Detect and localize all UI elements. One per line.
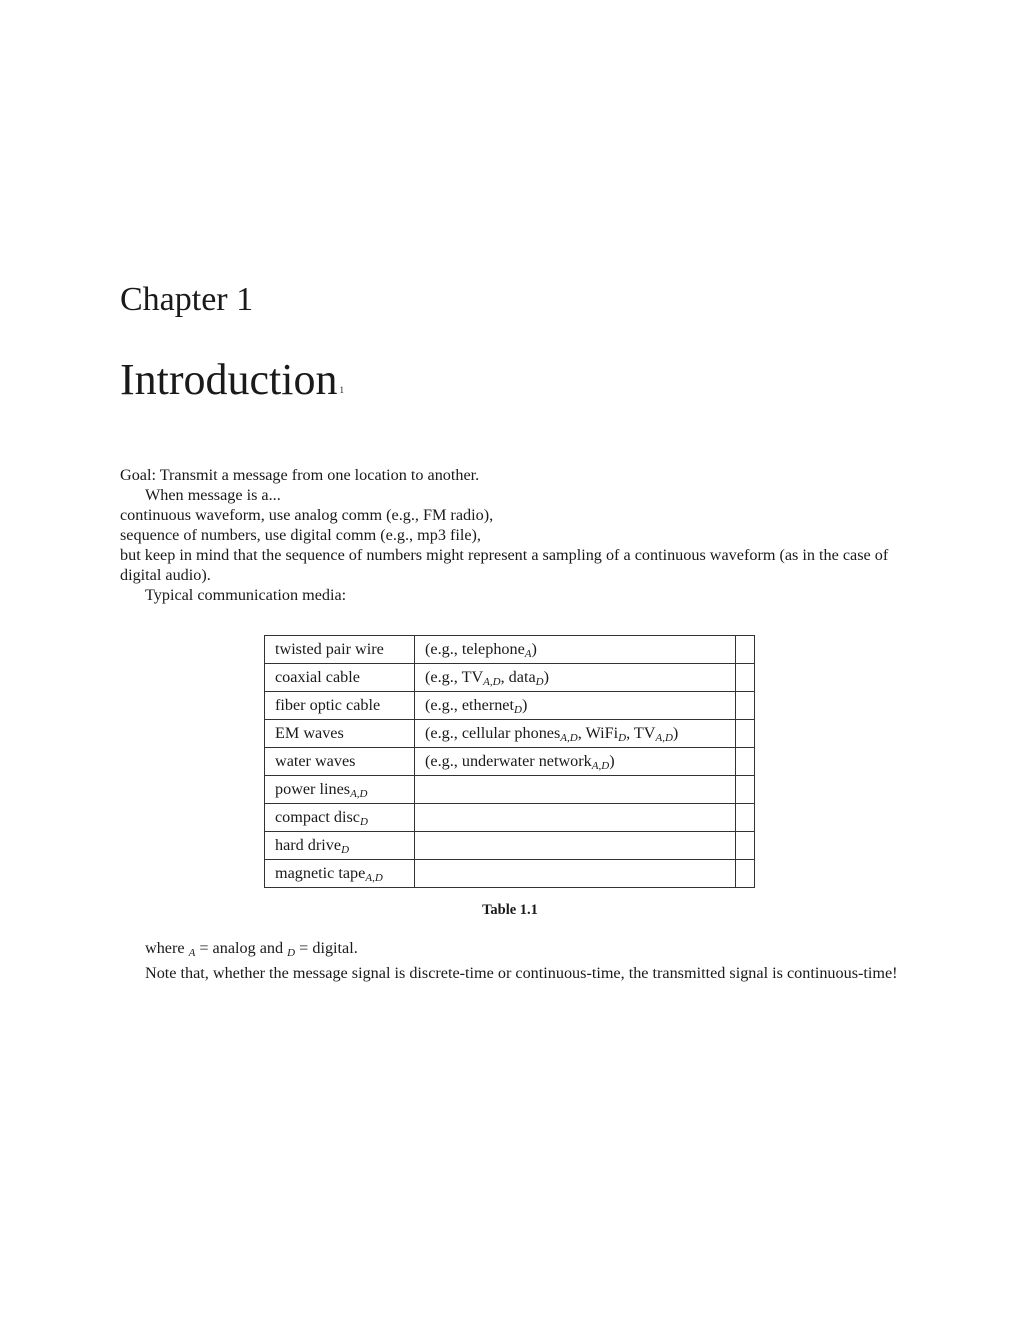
where-text: = digital. xyxy=(295,939,358,957)
table-row xyxy=(265,776,755,804)
goal-line: Goal: Transmit a message from one location to another. xyxy=(120,466,480,484)
medium-text: EM waves xyxy=(275,724,344,742)
chapter-label: Chapter 1 xyxy=(120,281,254,318)
table-caption: Table 1.1 xyxy=(482,902,538,918)
table-row xyxy=(265,636,755,664)
medium-cell xyxy=(265,636,415,664)
table-row xyxy=(265,804,755,832)
media-table-body xyxy=(265,636,755,888)
empty-cell xyxy=(736,776,755,804)
example-cell xyxy=(415,636,736,664)
medium-cell xyxy=(265,748,415,776)
table-row xyxy=(265,748,755,776)
medium-text: fiber optic cable xyxy=(275,696,381,714)
where-subscript: A xyxy=(188,947,196,959)
empty-cell xyxy=(736,636,755,664)
medium-text: twisted pair wire xyxy=(275,640,384,658)
medium-cell xyxy=(265,664,415,692)
example-cell xyxy=(415,664,736,692)
empty-cell xyxy=(736,832,755,860)
medium-cell xyxy=(265,720,415,748)
chapter-title-text: Introduction xyxy=(120,355,338,404)
medium-cell xyxy=(265,860,415,888)
example-text: , WiFi xyxy=(577,723,619,742)
sequence-line: sequence of numbers, use digital comm (e.g., mp3 file), xyxy=(120,526,481,544)
example-text: , TV xyxy=(626,723,656,742)
example-text: ) xyxy=(521,695,528,714)
example-cell xyxy=(415,832,736,860)
table-row xyxy=(265,692,755,720)
empty-cell xyxy=(736,664,755,692)
example-text: (e.g., underwater network xyxy=(425,751,592,770)
medium-text: coaxial cable xyxy=(275,668,360,686)
outro-section xyxy=(120,938,900,983)
example-subscript: A,D xyxy=(655,731,673,744)
example-cell xyxy=(415,776,736,804)
table-row xyxy=(265,720,755,748)
empty-cell xyxy=(736,748,755,776)
chapter-title xyxy=(120,352,344,408)
medium-text: water waves xyxy=(275,752,356,770)
empty-cell xyxy=(736,860,755,888)
table-row xyxy=(265,860,755,888)
example-cell xyxy=(415,804,736,832)
example-subscript: A,D xyxy=(560,731,578,744)
example-text: ) xyxy=(672,723,679,742)
intro-section xyxy=(120,465,900,605)
medium-subscript: A,D xyxy=(365,871,383,884)
where-line xyxy=(120,938,900,963)
example-text: (e.g., cellular phones xyxy=(425,723,561,742)
medium-text: hard drive xyxy=(275,835,342,854)
example-text: ) xyxy=(543,667,549,686)
continuous-line: continuous waveform, use analog comm (e.g., FM radio), xyxy=(120,506,494,524)
when-line: When message is a... xyxy=(145,486,281,504)
example-subscript: A,D xyxy=(591,759,610,772)
example-text: (e.g., telephone xyxy=(425,639,525,658)
example-subscript: D xyxy=(618,731,627,744)
typical-media-line: Typical communication media: xyxy=(145,586,347,604)
footnote-marker[interactable]: 1 xyxy=(339,385,345,395)
media-table xyxy=(264,635,755,888)
medium-cell xyxy=(265,776,415,804)
example-cell xyxy=(415,720,736,748)
table-row xyxy=(265,664,755,692)
medium-cell xyxy=(265,692,415,720)
medium-text: compact disc xyxy=(275,807,360,826)
empty-cell xyxy=(736,692,755,720)
example-subscript: D xyxy=(535,675,544,688)
medium-text: magnetic tape xyxy=(275,863,366,882)
example-cell xyxy=(415,860,736,888)
example-subscript: A,D xyxy=(483,675,501,688)
where-text: = analog and xyxy=(195,939,288,957)
where-text: where xyxy=(145,939,189,957)
example-text: ) xyxy=(609,751,615,770)
empty-cell xyxy=(736,720,755,748)
table-row xyxy=(265,832,755,860)
medium-text: power lines xyxy=(275,779,351,798)
example-subscript: D xyxy=(513,703,522,716)
empty-cell xyxy=(736,804,755,832)
example-text: (e.g., ethernet xyxy=(425,695,514,714)
medium-subscript: D xyxy=(359,815,368,828)
example-cell xyxy=(415,748,736,776)
note-paragraph: Note that, whether the message signal is discrete-time or continuous-time, the transmitted signal is continuous-time! xyxy=(145,964,898,982)
example-text: ) xyxy=(531,639,537,658)
example-subscript: A xyxy=(524,647,532,660)
medium-cell xyxy=(265,832,415,860)
medium-subscript: D xyxy=(341,843,350,856)
example-text: , data xyxy=(500,667,536,686)
example-cell xyxy=(415,692,736,720)
where-subscript: D xyxy=(287,947,296,959)
medium-cell xyxy=(265,804,415,832)
keep-in-mind-paragraph: but keep in mind that the sequence of numbers might represent a sampling of a continuous waveform (as in the case of digital audio). xyxy=(120,546,889,584)
example-text: (e.g., TV xyxy=(425,667,484,686)
medium-subscript: A,D xyxy=(350,787,368,800)
